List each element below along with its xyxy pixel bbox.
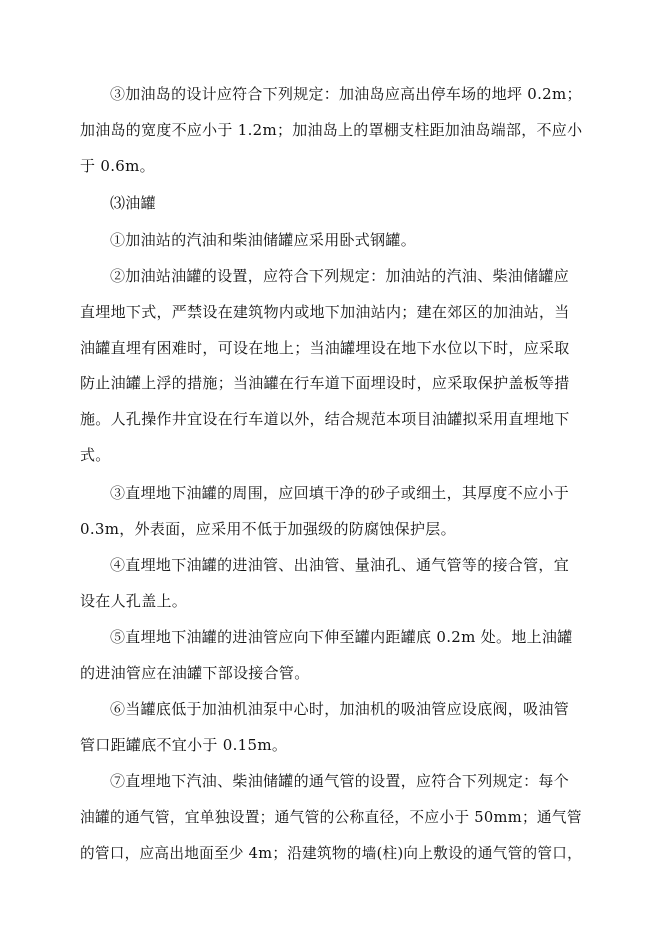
text-line: 设在人孔盖上。: [80, 592, 188, 610]
text-line: ③直埋地下油罐的周围，应回填干净的砂子或细土，其厚度不应小于: [110, 484, 570, 502]
text-line: 的管口，应高出地面至少 4m；沿建筑物的墙(柱)向上敷设的通气管的管口，: [80, 844, 583, 862]
text-line: ①加油站的汽油和柴油储罐应采用卧式钢罐。: [110, 231, 417, 249]
text-line: ⑤直埋地下油罐的进油管应向下伸至罐内距罐底 0.2m 处。地上油罐: [110, 628, 573, 646]
section-heading: ⑶油罐: [110, 194, 156, 212]
text-line: 加油岛的宽度不应小于 1.2m；加油岛上的罩棚支柱距加油岛端部，不应小: [80, 121, 583, 139]
text-line: 防止油罐上浮的措施；当油罐在行车道下面埋设时，应采取保护盖板等措: [80, 374, 570, 392]
text-line: 于 0.6m。: [80, 157, 155, 175]
text-line: 式。: [80, 446, 111, 464]
text-line: 直埋地下式，严禁设在建筑物内或地下加油站内；建在郊区的加油站，当: [80, 303, 570, 321]
text-line: 施。人孔操作井宜设在行车道以外，结合规范本项目油罐拟采用直埋地下: [80, 410, 570, 428]
text-line: ③加油岛的设计应符合下列规定：加油岛应高出停车场的地坪 0.2m；: [110, 85, 582, 103]
text-line: 油罐直埋有困难时，可设在地上；当油罐埋设在地下水位以下时，应采取: [80, 339, 570, 357]
text-line: ④直埋地下油罐的进油管、出油管、量油孔、通气管等的接合管，宜: [110, 556, 570, 574]
text-line: 的进油管应在油罐下部设接合管。: [80, 664, 310, 682]
text-line: 0.3m，外表面，应采用不低于加强级的防腐蚀保护层。: [80, 520, 456, 538]
text-line: 管口距罐底不宜小于 0.15m。: [80, 736, 288, 754]
text-line: ⑦直埋地下汽油、柴油储罐的通气管的设置，应符合下列规定：每个: [110, 772, 570, 790]
text-line: ⑥当罐底低于加油机油泵中心时，加油机的吸油管应设底阀，吸油管: [110, 700, 570, 718]
text-line: ②加油站油罐的设置，应符合下列规定：加油站的汽油、柴油储罐应: [110, 267, 570, 285]
text-line: 油罐的通气管，宜单独设置；通气管的公称直径，不应小于 50mm；通气管: [80, 808, 582, 826]
